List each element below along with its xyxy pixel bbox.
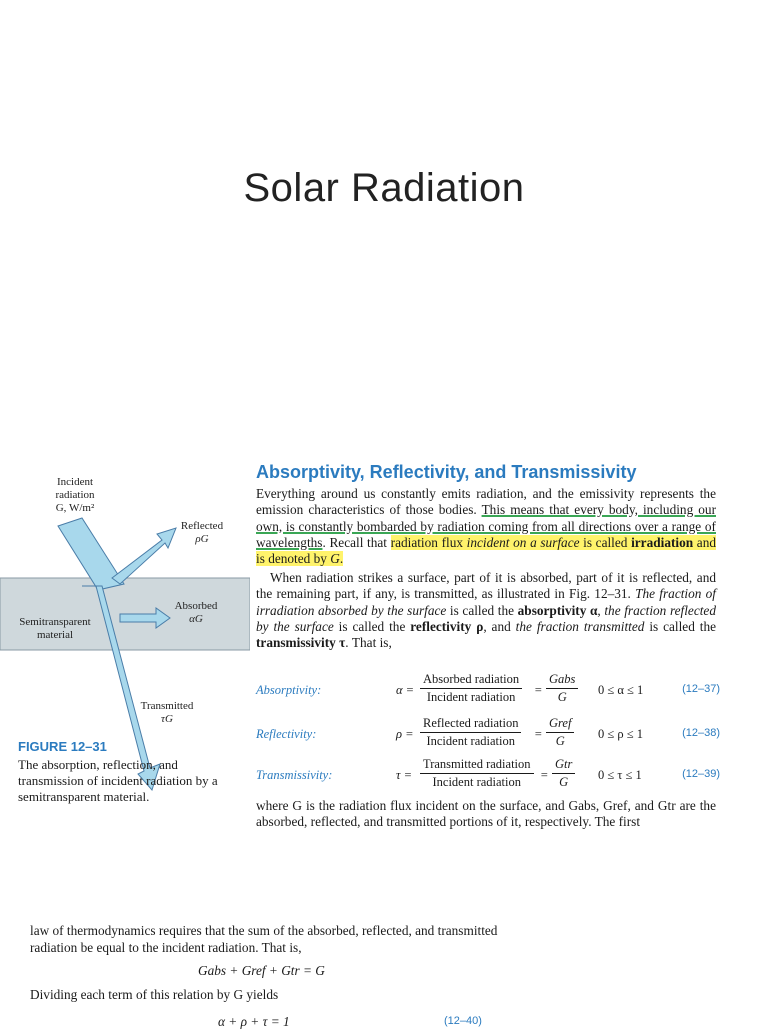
fraction-symbols: Gref G [546,716,574,749]
continuation-text-2: Dividing each term of this relation by G yields [30,987,279,1002]
material-label: Semitransparent material [19,616,91,641]
absorbed-label: Absorbed αG [174,600,218,625]
equation-identity: α + ρ + τ = 1 [218,1014,290,1029]
equation-transmissivity: Transmissivity: τ = Transmitted radiation Incident radiation = Gtr G 0 ≤ τ ≤ 1 (12–39) [256,757,720,789]
underlined-text: This means that every body, including our own, is constantly bombarded by radiation coming from all directions over a range of wavelengths [256,502,716,550]
equation-reflectivity: Reflectivity: ρ = Reflected radiation Incident radiation = Gref G 0 ≤ ρ ≤ 1 (12–38) [256,716,720,748]
fraction-words: Transmitted radiation Incident radiation [420,757,534,790]
figure-caption-heading: FIGURE 12–31 [18,739,107,754]
equation-sum: Gabs + Gref + Gtr = G [198,963,325,978]
transmitted-label: Transmitted τG [140,700,194,725]
incident-label: Incident radiation G, W/m² [55,476,95,514]
section-heading: Absorptivity, Reflectivity, and Transmissivity [256,462,637,482]
paragraph-2: When radiation strikes a surface, part of it is absorbed, part of it is reflected, and the remaining part, if any, is transmitted, as illustrated in Fig. 12–31. The fraction of irradiation absorbed by the surface is called the absorptivity α, the fraction reflected by the surface is called the reflectivity ρ, and the fraction transmitted is called the transmissivity τ. That is, [256,570,717,651]
paragraph-3: where G is the radiation flux incident on the surface, and Gabs, Gref, and Gtr are the absorbed, reflected, and transmitted portions of it, respectively. The first [256,798,716,830]
figure-caption: The absorption, reflection, and transmission of incident radiation by a semitransparent material. [18,757,218,804]
fraction-symbols: Gabs G [546,672,578,705]
fraction-symbols: Gtr G [552,757,575,790]
equation-number: (12–40) [444,1015,482,1027]
slide-title: Solar Radiation [243,166,525,210]
highlighted-text: radiation flux incident on a surface is called irradiation and is denoted by G. [256,534,716,567]
fraction-words: Absorbed radiation Incident radiation [420,672,522,705]
continuation-text: law of thermodynamics requires that the sum of the absorbed, reflected, and transmitted radiation be equal to the incident radiation. That is, [30,923,498,955]
fraction-words: Reflected radiation Incident radiation [420,716,521,749]
reflected-arrow [112,528,176,584]
paragraph-1: Everything around us constantly emits radiation, and the emissivity represents the emission characteristics of those bodies. This means that every body, including our own, is constantly bombarded by radiation coming from all directions over a range of wavelengths. Recall that radiation flux incident on a surface is called irradiation and is denoted by G. [256,486,716,567]
reflected-label: Reflected ρG [180,520,224,545]
equation-absorptivity: Absorptivity: α = Absorbed radiation Incident radiation = Gabs G 0 ≤ α ≤ 1 (12–37) [256,672,720,704]
